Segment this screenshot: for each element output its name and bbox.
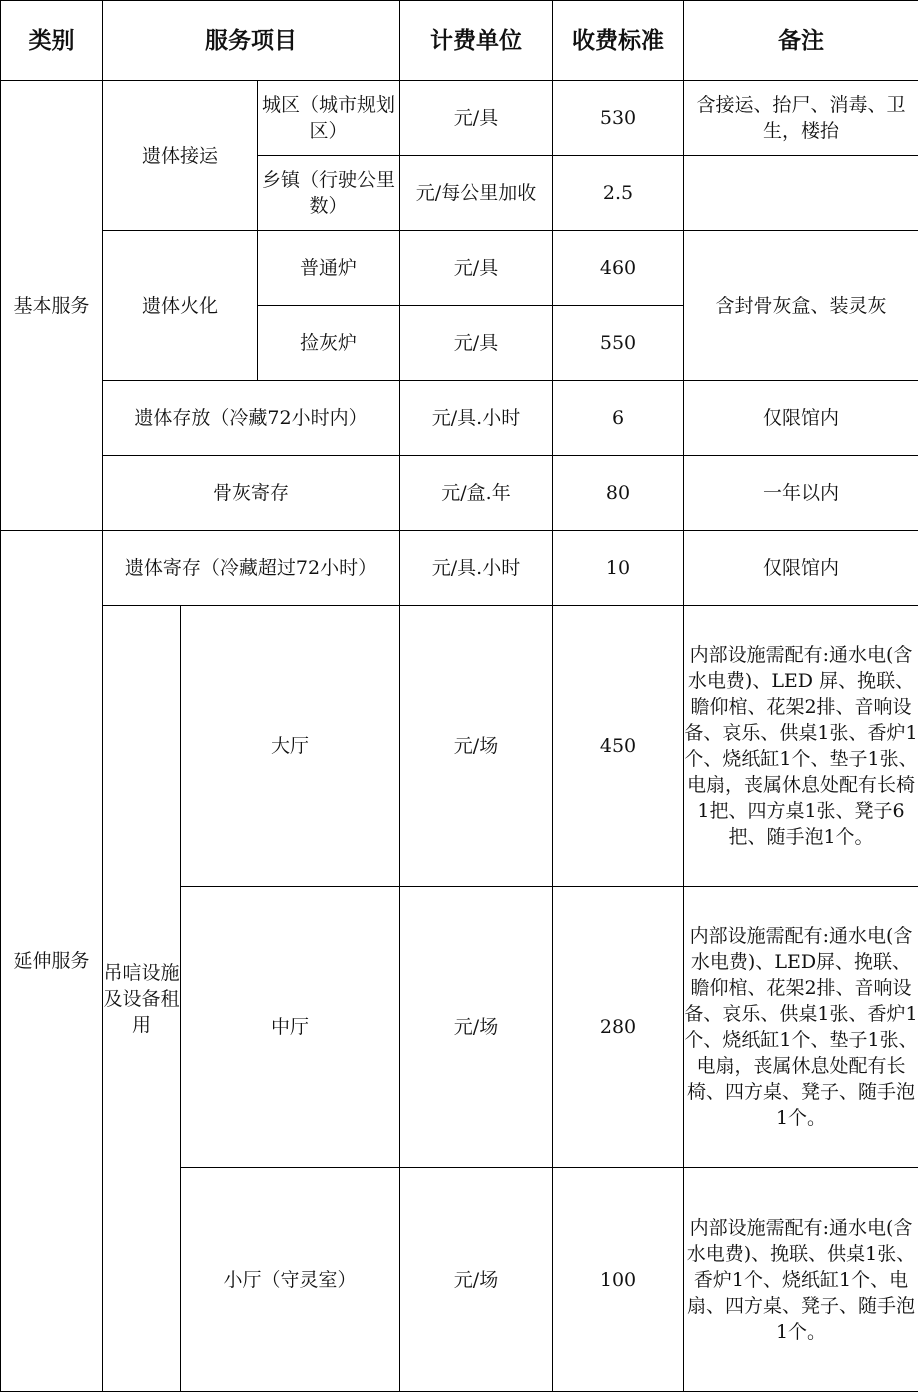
- header-row: [1, 1, 918, 81]
- sub-hall-large: 大厅: [181, 606, 400, 887]
- note-hall-large: 内部设施需配有:通水电(含水电费)、LED 屏、挽联、瞻仰棺、花架2排、音响设备、哀乐、供桌1张、香炉1个、烧纸缸1个、垫子1张、电扇，丧属休息处配有长椅1把、四方桌1张、凳子6把、随手泡1个。: [684, 606, 918, 887]
- unit-hall-medium: 元/场: [400, 887, 553, 1168]
- note-ashes-storage: 一年以内: [684, 456, 918, 531]
- price-ashes-storage: 80: [553, 456, 684, 531]
- price-ash-furnace: 550: [553, 306, 684, 381]
- note-town: [684, 156, 918, 231]
- note-cremation: 含封骨灰盒、装灵灰: [684, 231, 918, 381]
- header-note: 备注: [684, 1, 918, 81]
- row-ashes-storage: [1, 456, 918, 531]
- price-extended-storage: 10: [553, 531, 684, 606]
- row-transport-urban: [1, 81, 918, 156]
- unit-ash-furnace: 元/具: [400, 306, 553, 381]
- note-body-storage: 仅限馆内: [684, 381, 918, 456]
- service-transport: 遗体接运: [103, 81, 258, 231]
- unit-body-storage: 元/具.小时: [400, 381, 553, 456]
- price-body-storage: 6: [553, 381, 684, 456]
- row-cremation-normal: [1, 231, 918, 306]
- price-hall-large: 450: [553, 606, 684, 887]
- note-urban: 含接运、抬尸、消毒、卫生，楼抬: [684, 81, 918, 156]
- service-body-storage: 遗体存放（冷藏72小时内）: [103, 381, 400, 456]
- price-hall-small: 100: [553, 1168, 684, 1392]
- service-cremation: 遗体火化: [103, 231, 258, 381]
- category-basic: 基本服务: [1, 81, 103, 531]
- header-category: 类别: [1, 1, 103, 81]
- unit-town: 元/每公里加收: [400, 156, 553, 231]
- service-extended-storage: 遗体寄存（冷藏超过72小时）: [103, 531, 400, 606]
- price-hall-medium: 280: [553, 887, 684, 1168]
- unit-urban: 元/具: [400, 81, 553, 156]
- note-hall-small: 内部设施需配有:通水电(含水电费)、挽联、供桌1张、香炉1个、烧纸缸1个、电扇、四方桌、凳子、随手泡1个。: [684, 1168, 918, 1392]
- unit-normal-furnace: 元/具: [400, 231, 553, 306]
- unit-hall-large: 元/场: [400, 606, 553, 887]
- row-body-storage: [1, 381, 918, 456]
- price-urban: 530: [553, 81, 684, 156]
- category-extended: 延伸服务: [1, 531, 103, 1392]
- row-extended-storage: [1, 531, 918, 606]
- sub-hall-medium: 中厅: [181, 887, 400, 1168]
- row-hall-large: [1, 606, 918, 887]
- sub-urban: 城区（城市规划区）: [258, 81, 400, 156]
- header-unit: 计费单位: [400, 1, 553, 81]
- unit-ashes-storage: 元/盒.年: [400, 456, 553, 531]
- unit-hall-small: 元/场: [400, 1168, 553, 1392]
- price-town: 2.5: [553, 156, 684, 231]
- price-normal-furnace: 460: [553, 231, 684, 306]
- header-service: 服务项目: [103, 1, 400, 81]
- service-rental: 吊唁设施及设备租用: [103, 606, 181, 1392]
- note-hall-medium: 内部设施需配有:通水电(含水电费)、LED屏、挽联、瞻仰棺、花架2排、音响设备、哀乐、供桌1张、香炉1个、烧纸缸1个、垫子1张、电扇，丧属休息处配有长椅、四方桌、凳子、随手泡1个。: [684, 887, 918, 1168]
- sub-town: 乡镇（行驶公里数）: [258, 156, 400, 231]
- header-price: 收费标准: [553, 1, 684, 81]
- note-extended-storage: 仅限馆内: [684, 531, 918, 606]
- service-ashes-storage: 骨灰寄存: [103, 456, 400, 531]
- sub-ash-furnace: 捡灰炉: [258, 306, 400, 381]
- sub-hall-small: 小厅（守灵室）: [181, 1168, 400, 1392]
- unit-extended-storage: 元/具.小时: [400, 531, 553, 606]
- sub-normal-furnace: 普通炉: [258, 231, 400, 306]
